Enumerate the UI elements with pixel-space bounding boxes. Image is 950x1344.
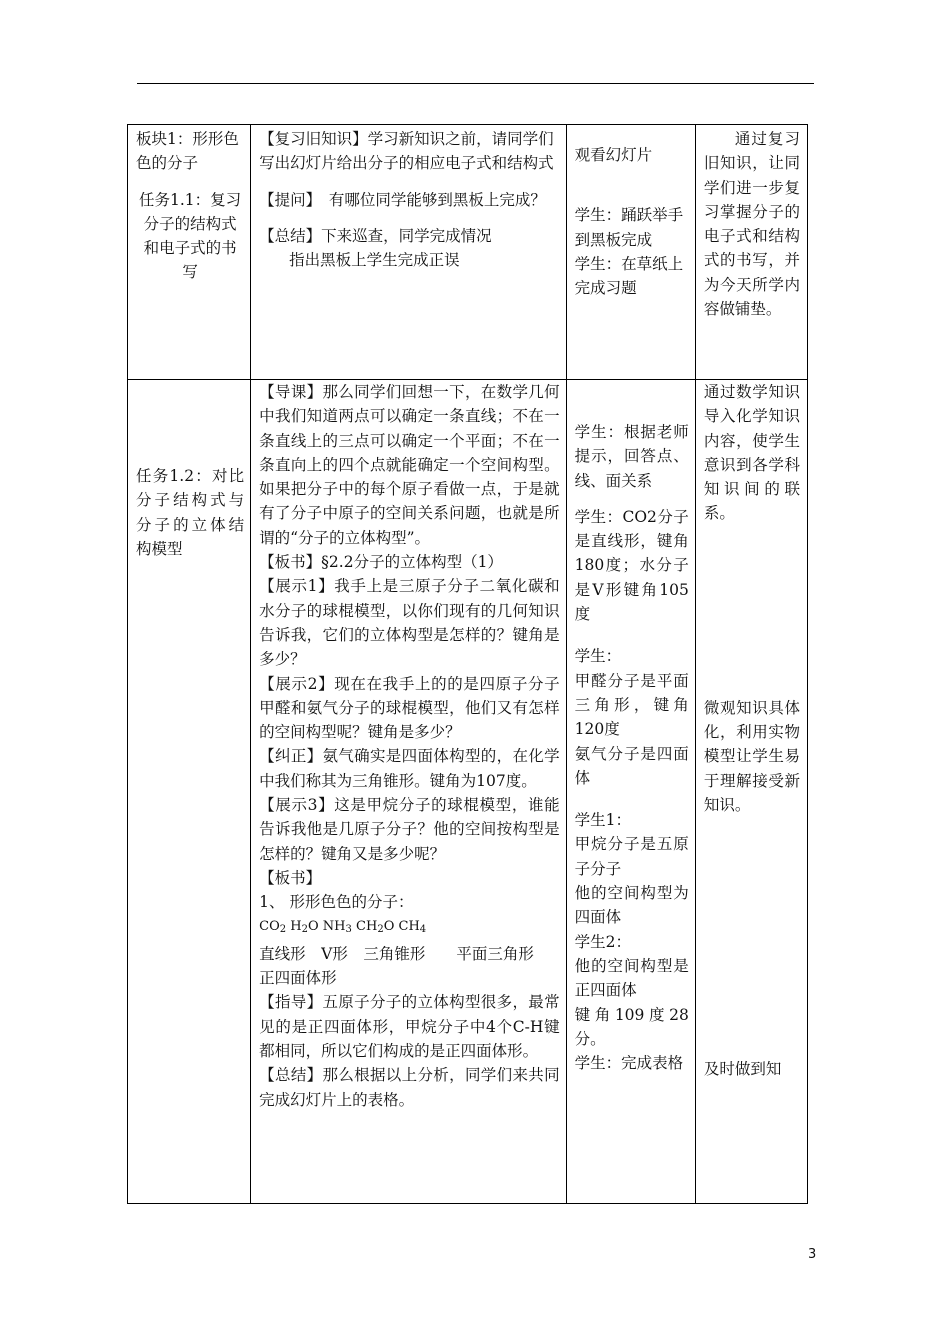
block1-col4 xyxy=(695,125,807,380)
shapes-line-2: 正四面体形 xyxy=(259,969,337,988)
block2-show-1: 【展示1】我手上是三原子分子二氧化碳和水分子的球棍模型，以你们现有的几何知识告诉我，它们的立体构型是怎样的？键角是多少？ xyxy=(259,577,560,669)
block1-purpose: 通过复习旧知识，让同学们进一步复习掌握分子的电子式和结构式的书写，并为今天所学内容做铺垫。 xyxy=(703,130,800,319)
shapes-line-1: 直线形 V形 三角锥形 平面三角形 xyxy=(259,944,534,963)
purpose-1: 通过数学知识导入化学知识内容，使学生意识到各学科知识间的联系。 xyxy=(703,383,800,523)
block2-show-2: 【展示2】现在在我手上的的是四原子分子甲醛和氨气分子的球棍模型，他们又有怎样的空间构型呢？键角是多少？ xyxy=(259,674,560,742)
lesson-plan-table xyxy=(127,124,808,1204)
student-answer-5-angle: 键角109度28分。 xyxy=(574,1005,689,1048)
student-answer-6: 学生：完成表格 xyxy=(574,1054,684,1073)
student-answer-5-shape: 他的空间构型是正四面体 xyxy=(574,956,689,1000)
block1-col3 xyxy=(566,125,695,380)
block1-col2 xyxy=(251,125,566,380)
block2-intro: 【导课】那么同学们回想一下，在数学几何中我们知道两点可以确定一条直线；不在一条直线上的三点可以确定一个平面；不在一条直向上的四个点就能确定一个空间构型。如果把分子中的每个原子看做一点，于是就有了分子中原子的空间关系问题，也就是所谓的“分子的立体构型”。 xyxy=(259,383,560,547)
block2-summary: 【总结】那么根据以上分析，同学们来共同完成幻灯片上的表格。 xyxy=(259,1066,560,1109)
block2-col2 xyxy=(251,380,566,1204)
molecule-formulas: $CO_2$ $H_2O$ $NH_3$ $CH_2O$ $CH_4$ xyxy=(259,918,427,935)
header-rule xyxy=(137,83,814,84)
block2-correct: 【纠正】氨气确实是四面体构型的，在化学中我们称其为三角锥形。键角为107度。 xyxy=(259,747,560,790)
block2-item-1: 1、 形形色色的分子： xyxy=(259,893,414,912)
block2-board-1: 【板书】§2.2分子的立体构型（1） xyxy=(259,553,503,572)
student-answer-3-formaldehyde: 甲醛分子是平面三角形，键角120度 xyxy=(574,671,689,739)
page-number: 3 xyxy=(808,1247,817,1262)
block1-title: 板块1：形形色色的分子 xyxy=(136,130,239,173)
student-answer-2: 学生：CO2分子是直线形，键角180度；水分子是V形键角105度 xyxy=(574,507,689,624)
purpose-3: 及时做到知 xyxy=(703,1060,782,1079)
block2-show-3: 【展示3】这是甲烷分子的球棍模型，谁能告诉我他是几原子分子？他的空间按构型是怎样的？键角又是多少呢？ xyxy=(259,796,560,863)
block1-summary-2: 指出黑板上学生完成正误 xyxy=(289,251,460,270)
student-answer-3-ammonia: 氨气分子是四面体 xyxy=(574,744,689,787)
block1-student-1: 观看幻灯片 xyxy=(574,146,653,164)
block1-summary: 【总结】下来巡查，同学完成情况 xyxy=(259,226,492,245)
block2-task: 任务1.2：对比分子结构式与分子的立体结构模型 xyxy=(136,467,245,558)
block1-col1 xyxy=(128,125,251,380)
student-answer-5-label: 学生2： xyxy=(574,932,631,951)
table-row xyxy=(128,380,808,1204)
block1-student-2: 学生：踊跃举手到黑板完成 xyxy=(574,206,684,249)
block1-task: 任务1.1：复习分子的结构式和电子式的书写 xyxy=(139,190,242,282)
block1-question: 【提问】 有哪位同学能够到黑板上完成？ xyxy=(259,190,546,209)
block1-student-3: 学生：在草纸上完成习题 xyxy=(574,254,684,298)
student-answer-1: 学生：根据老师提示，回答点、线、面关系 xyxy=(574,423,689,490)
block1-review: 【复习旧知识】学习新知识之前，请同学们写出幻灯片给出分子的相应电子式和结构式 xyxy=(259,130,554,173)
student-answer-3-label: 学生： xyxy=(574,647,622,666)
student-answer-4-methane: 甲烷分子是五原子分子 xyxy=(574,835,689,878)
block2-guide: 【指导】五原子分子的立体构型很多，最常见的是正四面体形，甲烷分子中4个C-H键都相同，所以它们构成的是正四面体形。 xyxy=(259,993,560,1061)
block2-col4 xyxy=(695,380,807,1204)
student-answer-4-shape: 他的空间构型为四面体 xyxy=(574,884,689,927)
student-answer-4-label: 学生1： xyxy=(574,811,631,830)
table-row xyxy=(128,125,808,380)
block2-col1 xyxy=(128,380,251,1204)
purpose-2: 微观知识具体化，利用实物模型让学生易于理解接受新知识。 xyxy=(703,698,800,814)
block2-board-2: 【板书】 xyxy=(259,868,322,887)
block2-col3 xyxy=(566,380,695,1204)
